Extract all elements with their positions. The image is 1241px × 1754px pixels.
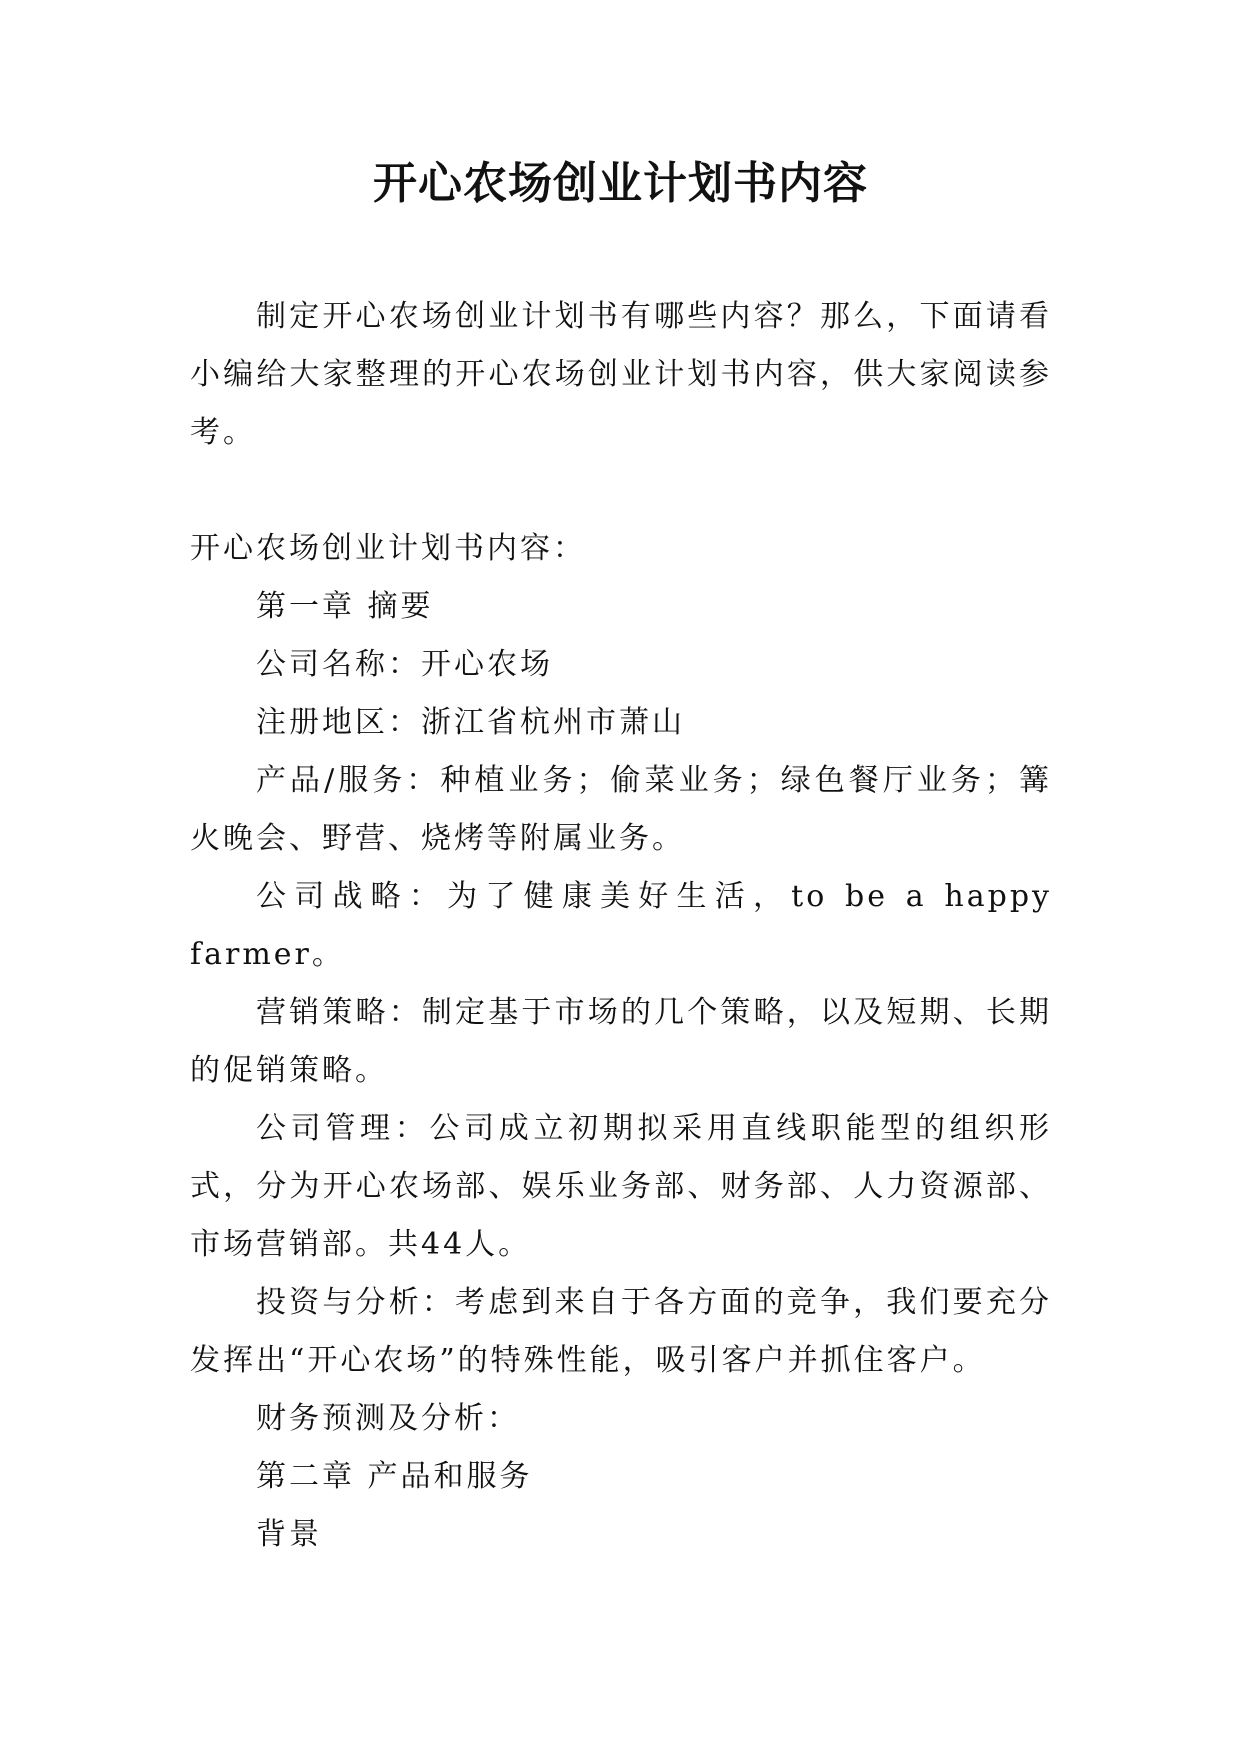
products-services-paragraph: 产品/服务：种植业务；偷菜业务；绿色餐厅业务；篝火晚会、野营、烧烤等附属业务。 [190, 763, 1052, 856]
document-body [190, 288, 1052, 1564]
section-heading: 开心农场创业计划书内容： [190, 531, 586, 566]
company-strategy-paragraph: 公司战略：为了健康美好生活，to be a happy farmer。 [190, 879, 1052, 972]
company-name-line: 公司名称：开心农场 [256, 647, 553, 682]
registration-region-line: 注册地区：浙江省杭州市萧山 [256, 705, 685, 740]
background-line: 背景 [256, 1517, 322, 1552]
marketing-strategy-paragraph: 营销策略：制定基于市场的几个策略，以及短期、长期的促销策略。 [190, 995, 1052, 1088]
document-title: 开心农场创业计划书内容 [373, 158, 868, 209]
investment-analysis-paragraph: 投资与分析：考虑到来自于各方面的竞争，我们要充分发挥出“开心农场”的特殊性能，吸引客户并抓住客户。 [190, 1285, 1052, 1378]
chapter-heading: 第二章 产品和服务 [256, 1459, 533, 1494]
chapter-heading: 第一章 摘要 [256, 589, 434, 624]
intro-paragraph: 制定开心农场创业计划书有哪些内容？那么，下面请看小编给大家整理的开心农场创业计划书内容，供大家阅读参考。 [190, 299, 1052, 450]
paragraph-gap [190, 462, 1052, 520]
financial-forecast-line: 财务预测及分析： [256, 1401, 520, 1436]
company-management-paragraph: 公司管理：公司成立初期拟采用直线职能型的组织形式，分为开心农场部、娱乐业务部、财务部、人力资源部、市场营销部。共44人。 [190, 1111, 1052, 1262]
